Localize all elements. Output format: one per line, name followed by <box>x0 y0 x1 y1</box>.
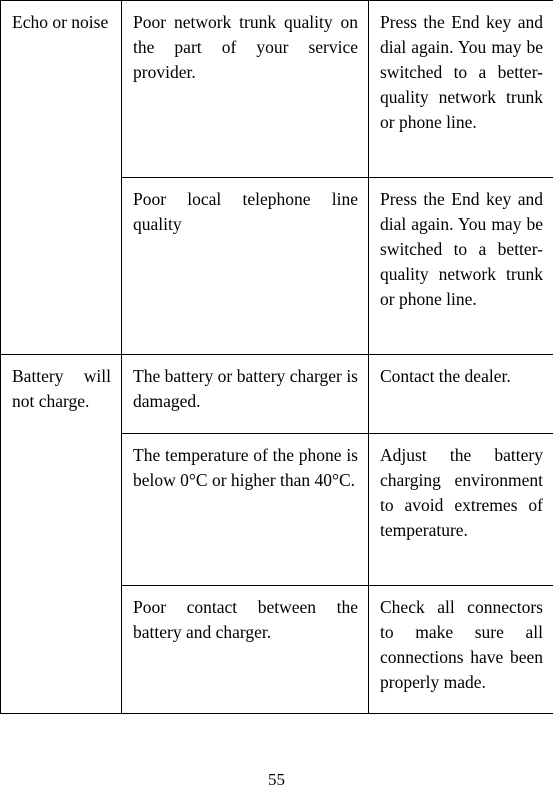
problem-cell: Echo or noise <box>1 1 122 355</box>
page-number: 55 <box>0 770 553 790</box>
solution-cell: Adjust the battery charging environment to avoid extremes of temperature. <box>369 434 553 586</box>
solution-cell: Press the End key and dial again. You may be switched to a better-quality network trunk or phone line. <box>369 178 553 355</box>
solution-cell: Press the End key and dial again. You may be switched to a better-quality network trunk or phone line. <box>369 1 553 178</box>
table-row <box>1 355 553 434</box>
cause-cell: Poor local telephone line quality <box>122 178 369 355</box>
cause-cell: Poor network trunk quality on the part of your service provider. <box>122 1 369 178</box>
solution-cell: Check all connectors to make sure all connections have been properly made. <box>369 586 553 714</box>
cause-cell: The battery or battery charger is damaged. <box>122 355 369 434</box>
cause-cell: Poor contact between the battery and charger. <box>122 586 369 714</box>
solution-cell: Contact the dealer. <box>369 355 553 434</box>
problem-cell: Battery will not charge. <box>1 355 122 714</box>
cause-cell: The temperature of the phone is below 0°C or higher than 40°C. <box>122 434 369 586</box>
table-row <box>1 1 553 178</box>
